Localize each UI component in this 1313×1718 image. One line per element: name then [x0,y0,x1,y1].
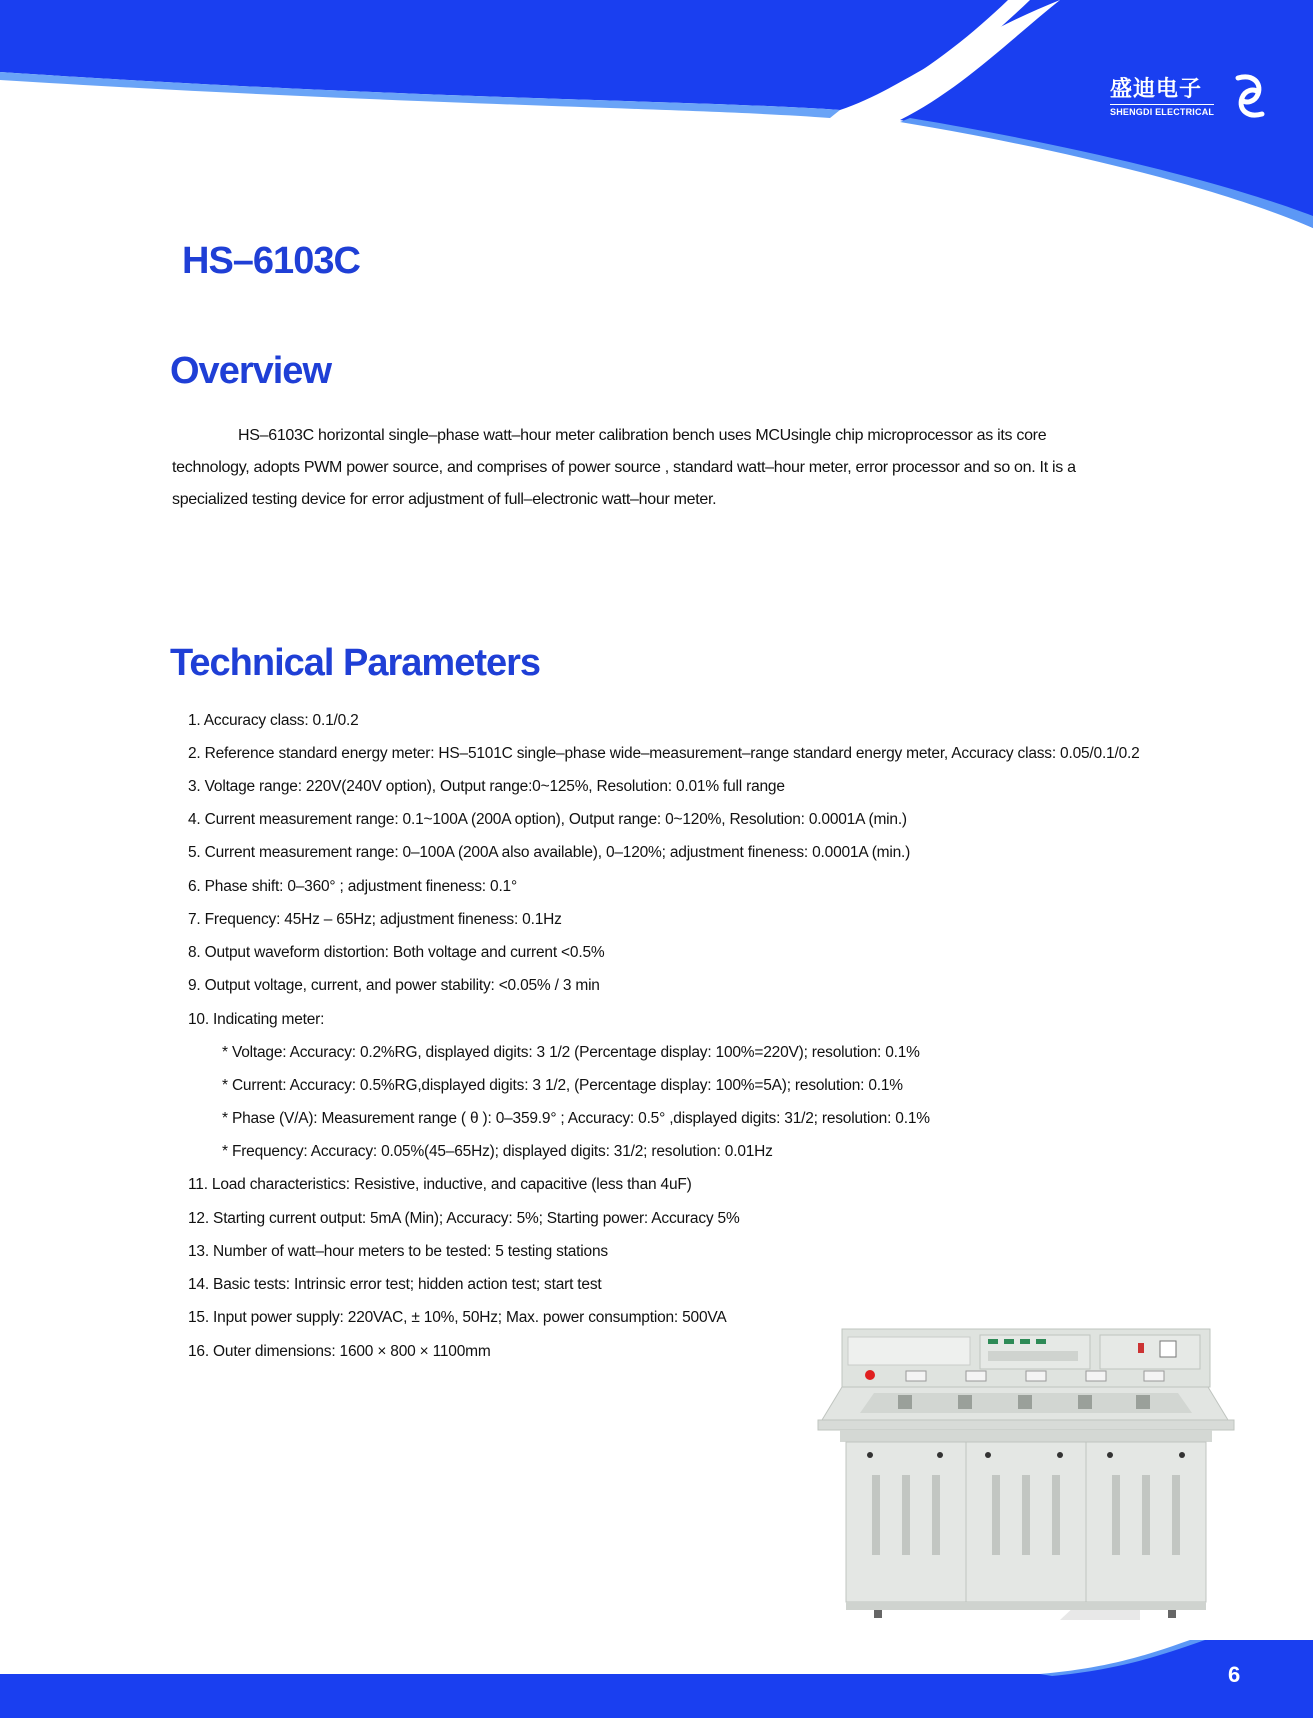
page-number: 6 [1228,1662,1241,1687]
logo-english-name: SHENGDI ELECTRICAL [1110,104,1214,117]
overview-heading: Overview [170,350,331,392]
param-subitem: * Frequency: Accuracy: 0.05%(45–65Hz); displayed digits: 31/2; resolution: 0.01Hz [222,1143,773,1160]
param-subitem: * Phase (V/A): Measurement range ( θ ): 0–359.9° ; Accuracy: 0.5° ,displayed digits: 31/2; resolution: 0.1% [222,1110,930,1127]
footer-banner [0,1640,1313,1718]
logo-swirl-icon [1228,72,1272,120]
param-item: 5. Current measurement range: 0–100A (200A also available), 0–120%; adjustment fineness: 0.0001A (min.) [188,844,911,861]
param-subitem: * Current: Accuracy: 0.5%RG,displayed digits: 3 1/2, (Percentage display: 100%=5A); resolution: 0.1% [222,1077,903,1094]
param-item: 9. Output voltage, current, and power stability: <0.05% / 3 min [188,977,600,994]
param-item: 8. Output waveform distortion: Both voltage and current <0.5% [188,944,605,961]
product-model-title: HS–6103C [182,240,360,282]
company-logo [1110,70,1270,130]
param-item: 3. Voltage range: 220V(240V option), Output range:0~125%, Resolution: 0.01% full range [188,778,785,795]
param-item: 4. Current measurement range: 0.1~100A (200A option), Output range: 0~120%, Resolution: 0.0001A (min.) [188,811,907,828]
param-subitem: * Voltage: Accuracy: 0.2%RG, displayed digits: 3 1/2 (Percentage display: 100%=220V); resolution: 0.1% [222,1044,920,1061]
param-item: 13. Number of watt–hour meters to be tested: 5 testing stations [188,1243,608,1260]
param-item: 2. Reference standard energy meter: HS–5101C single–phase wide–measurement–range standard energy meter, Accuracy class: 0.05/0.1/0.2 [188,745,1140,762]
overview-text: HS–6103C horizontal single–phase watt–hour meter calibration bench uses MCUsingle chip microprocessor as its core technology, adopts PWM power source, and comprises of power source , standard watt–hour meter, error processor and so on. It is a specialized testing device for error adjustment of full–electronic watt–hour meter. [172,427,1076,508]
param-item: 12. Starting current output: 5mA (Min); Accuracy: 5%; Starting power: Accuracy 5% [188,1210,740,1227]
technical-parameters-heading: Technical Parameters [170,642,541,684]
param-item: 7. Frequency: 45Hz – 65Hz; adjustment fineness: 0.1Hz [188,911,562,928]
param-item: 10. Indicating meter: [188,1011,325,1028]
logo-chinese-name: 盛迪电子 [1110,77,1203,102]
overview-paragraph [172,420,1122,516]
calibration-bench-image [810,1325,1242,1620]
param-item: 14. Basic tests: Intrinsic error test; hidden action test; start test [188,1276,602,1293]
param-item: 1. Accuracy class: 0.1/0.2 [188,712,359,729]
param-item: 16. Outer dimensions: 1600 × 800 × 1100mm [188,1343,491,1360]
param-item: 6. Phase shift: 0–360° ; adjustment fineness: 0.1° [188,878,517,895]
param-item: 15. Input power supply: 220VAC, ± 10%, 50Hz; Max. power consumption: 500VA [188,1309,727,1326]
param-item: 11. Load characteristics: Resistive, inductive, and capacitive (less than 4uF) [188,1176,692,1193]
